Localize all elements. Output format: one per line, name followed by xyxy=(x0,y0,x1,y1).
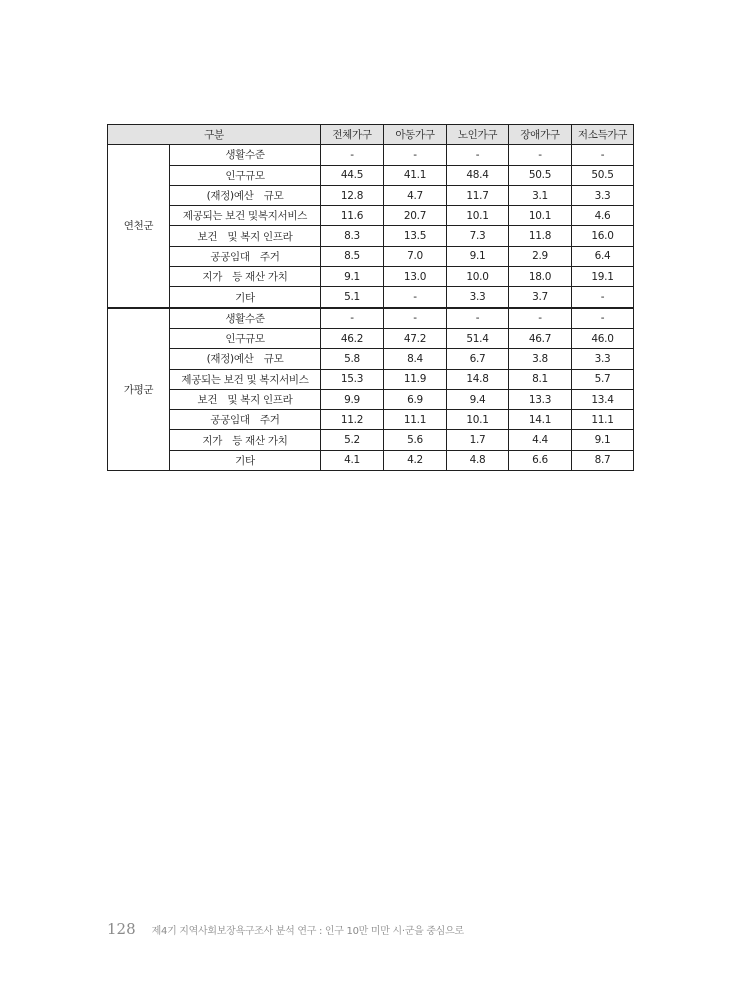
value-cell: 4.4 xyxy=(509,430,572,450)
value-cell: - xyxy=(447,145,509,165)
value-cell: 8.1 xyxy=(509,369,572,389)
value-cell: - xyxy=(572,308,634,329)
value-cell: - xyxy=(321,308,384,329)
value-cell: 12.8 xyxy=(321,185,384,205)
value-cell: - xyxy=(384,145,447,165)
value-cell: 11.6 xyxy=(321,206,384,226)
header-child-households: 아동가구 xyxy=(384,125,447,145)
row-label: 공공임대 주거 xyxy=(170,410,321,430)
table-row xyxy=(108,389,634,409)
value-cell: 6.4 xyxy=(572,246,634,266)
value-cell: 11.7 xyxy=(447,185,509,205)
table-row xyxy=(108,246,634,266)
value-cell: 20.7 xyxy=(384,206,447,226)
value-cell: 15.3 xyxy=(321,369,384,389)
value-cell: 4.2 xyxy=(384,450,447,470)
value-cell: 10.0 xyxy=(447,267,509,287)
value-cell: 9.9 xyxy=(321,389,384,409)
value-cell: 5.2 xyxy=(321,430,384,450)
value-cell: 5.1 xyxy=(321,287,384,308)
footer-title: 제4기 지역사회보장욕구조사 분석 연구 : 인구 10만 미만 시·군을 중심으로 xyxy=(151,926,464,937)
table-row xyxy=(108,369,634,389)
row-label: 지가 등 재산 가치 xyxy=(170,267,321,287)
value-cell: 6.7 xyxy=(447,349,509,369)
value-cell: 11.2 xyxy=(321,410,384,430)
value-cell: 6.9 xyxy=(384,389,447,409)
value-cell: 46.2 xyxy=(321,328,384,348)
value-cell: 13.5 xyxy=(384,226,447,246)
value-cell: 3.1 xyxy=(509,185,572,205)
row-label: 인구규모 xyxy=(170,165,321,185)
value-cell: 48.4 xyxy=(447,165,509,185)
value-cell: - xyxy=(384,308,447,329)
row-label: (재정)예산 규모 xyxy=(170,185,321,205)
value-cell: 9.1 xyxy=(321,267,384,287)
header-disabled-households: 장애가구 xyxy=(509,125,572,145)
value-cell: 13.4 xyxy=(572,389,634,409)
value-cell: 3.7 xyxy=(509,287,572,308)
value-cell: - xyxy=(572,145,634,165)
value-cell: 47.2 xyxy=(384,328,447,348)
table-row xyxy=(108,206,634,226)
value-cell: 8.7 xyxy=(572,450,634,470)
value-cell: 8.5 xyxy=(321,246,384,266)
table-row xyxy=(108,185,634,205)
row-label: 생활수준 xyxy=(170,145,321,165)
header-total-households: 전체가구 xyxy=(321,125,384,145)
table-row xyxy=(108,430,634,450)
value-cell: 4.8 xyxy=(447,450,509,470)
value-cell: 3.3 xyxy=(447,287,509,308)
value-cell: 50.5 xyxy=(572,165,634,185)
row-label: 인구규모 xyxy=(170,328,321,348)
row-label: 기타 xyxy=(170,287,321,308)
value-cell: - xyxy=(509,145,572,165)
value-cell: 14.8 xyxy=(447,369,509,389)
value-cell: 9.1 xyxy=(447,246,509,266)
value-cell: 51.4 xyxy=(447,328,509,348)
row-label: (재정)예산 규모 xyxy=(170,349,321,369)
value-cell: - xyxy=(384,287,447,308)
value-cell: 4.7 xyxy=(384,185,447,205)
row-label: 지가 등 재산 가치 xyxy=(170,430,321,450)
value-cell: 3.3 xyxy=(572,349,634,369)
value-cell: 44.5 xyxy=(321,165,384,185)
table-row xyxy=(108,450,634,470)
value-cell: 5.8 xyxy=(321,349,384,369)
value-cell: 11.9 xyxy=(384,369,447,389)
table-header-row xyxy=(108,125,634,145)
header-category: 구분 xyxy=(108,125,321,145)
value-cell: 3.8 xyxy=(509,349,572,369)
value-cell: 19.1 xyxy=(572,267,634,287)
table-row xyxy=(108,267,634,287)
row-label: 제공되는 보건 및 복지서비스 xyxy=(170,369,321,389)
table-row xyxy=(108,349,634,369)
row-label: 보건 및 복지 인프라 xyxy=(170,226,321,246)
value-cell: 3.3 xyxy=(572,185,634,205)
value-cell: 9.4 xyxy=(447,389,509,409)
value-cell: 6.6 xyxy=(509,450,572,470)
value-cell: 11.1 xyxy=(384,410,447,430)
value-cell: 8.4 xyxy=(384,349,447,369)
value-cell: 4.1 xyxy=(321,450,384,470)
table-row xyxy=(108,145,634,165)
value-cell: 9.1 xyxy=(572,430,634,450)
value-cell: 41.1 xyxy=(384,165,447,185)
page-footer xyxy=(107,920,464,938)
value-cell: 4.6 xyxy=(572,206,634,226)
row-label: 제공되는 보건 및복지서비스 xyxy=(170,206,321,226)
value-cell: 11.8 xyxy=(509,226,572,246)
table-row xyxy=(108,410,634,430)
table-row xyxy=(108,165,634,185)
value-cell: 50.5 xyxy=(509,165,572,185)
value-cell: 10.1 xyxy=(447,410,509,430)
value-cell: 10.1 xyxy=(509,206,572,226)
value-cell: 8.3 xyxy=(321,226,384,246)
value-cell: 2.9 xyxy=(509,246,572,266)
table-row xyxy=(108,226,634,246)
value-cell: 14.1 xyxy=(509,410,572,430)
header-low-income-households: 저소득가구 xyxy=(572,125,634,145)
value-cell: 18.0 xyxy=(509,267,572,287)
value-cell: 16.0 xyxy=(572,226,634,246)
row-label: 보건 및 복지 인프라 xyxy=(170,389,321,409)
value-cell: 7.3 xyxy=(447,226,509,246)
survey-table xyxy=(107,124,634,471)
region-group-yeoncheon xyxy=(108,145,634,308)
value-cell: - xyxy=(321,145,384,165)
region-label: 연천군 xyxy=(108,145,170,308)
value-cell: - xyxy=(509,308,572,329)
value-cell: 10.1 xyxy=(447,206,509,226)
value-cell: 7.0 xyxy=(384,246,447,266)
value-cell: 1.7 xyxy=(447,430,509,450)
row-label: 공공임대 주거 xyxy=(170,246,321,266)
header-elderly-households: 노인가구 xyxy=(447,125,509,145)
value-cell: 5.7 xyxy=(572,369,634,389)
table-row xyxy=(108,328,634,348)
table-row xyxy=(108,287,634,308)
value-cell: 46.7 xyxy=(509,328,572,348)
region-label: 가평군 xyxy=(108,308,170,471)
table-row xyxy=(108,308,634,329)
value-cell: 46.0 xyxy=(572,328,634,348)
row-label: 기타 xyxy=(170,450,321,470)
value-cell: - xyxy=(572,287,634,308)
page-number: 128 xyxy=(107,920,136,938)
row-label: 생활수준 xyxy=(170,308,321,329)
value-cell: 5.6 xyxy=(384,430,447,450)
region-group-gapyeong xyxy=(108,308,634,471)
value-cell: 13.3 xyxy=(509,389,572,409)
value-cell: 11.1 xyxy=(572,410,634,430)
value-cell: - xyxy=(447,308,509,329)
value-cell: 13.0 xyxy=(384,267,447,287)
